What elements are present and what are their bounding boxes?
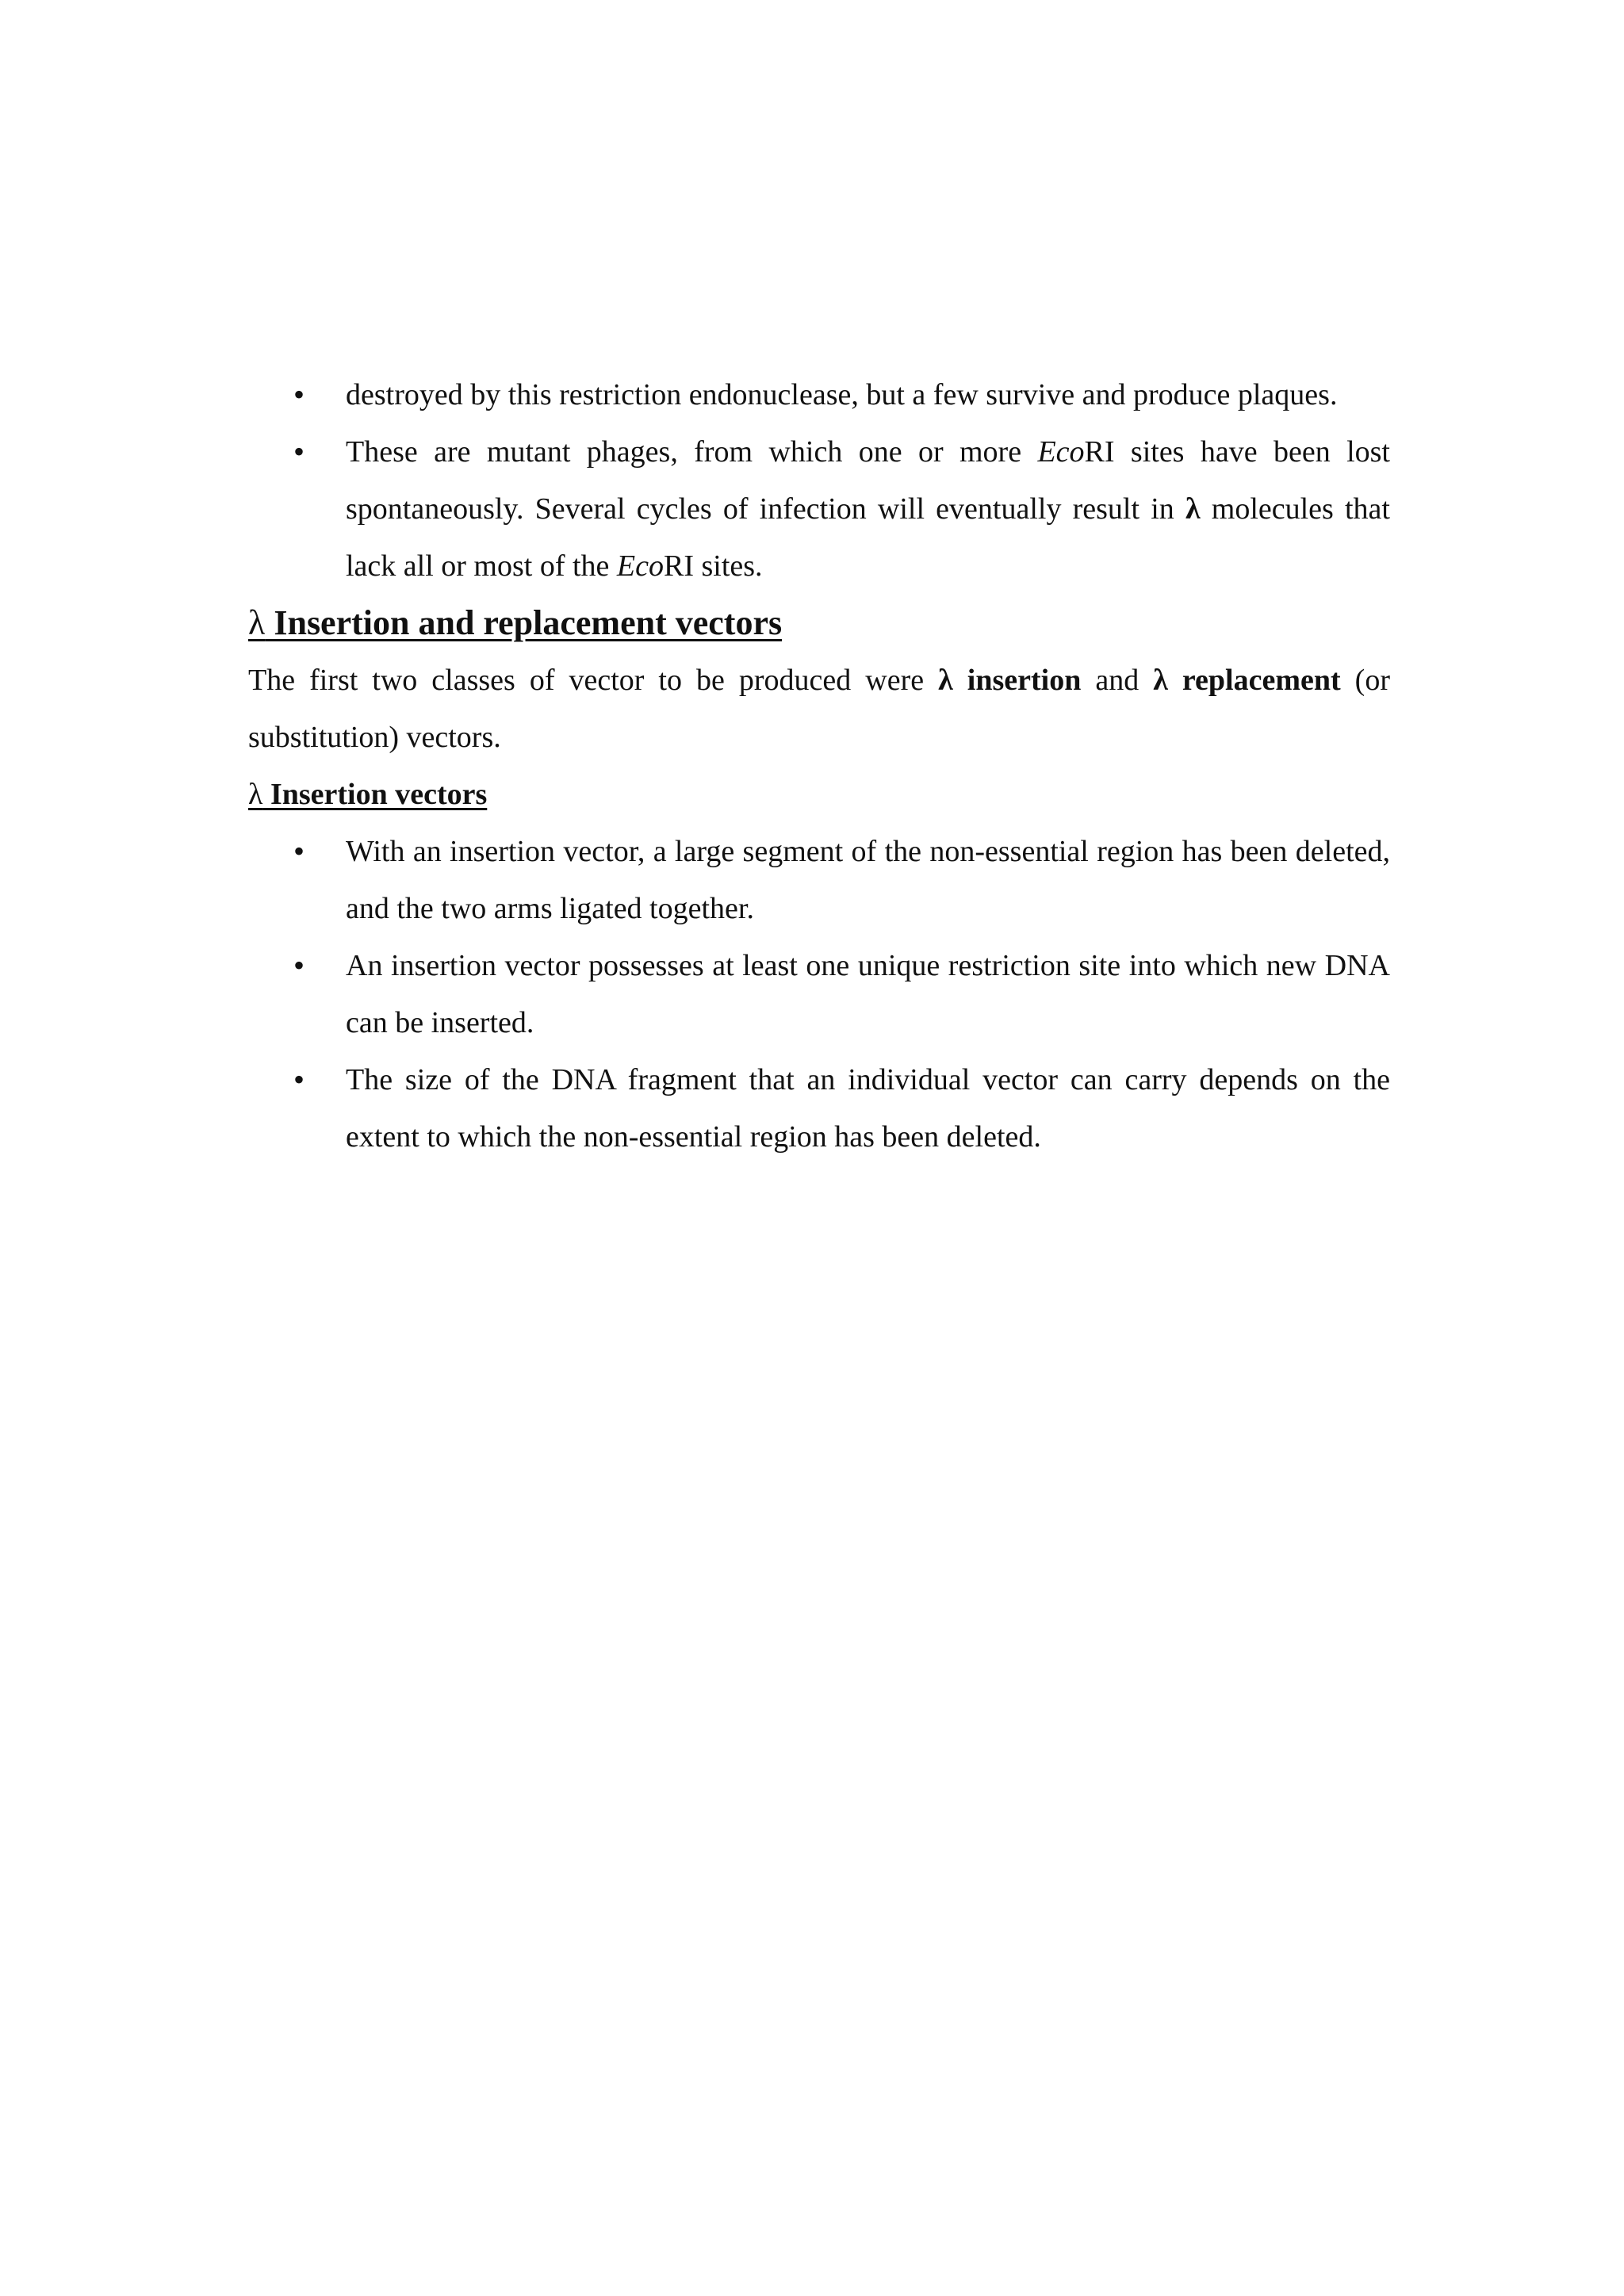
bullet-dot: • [293, 1062, 305, 1097]
list-item-text: RI sites have been lost spontaneously. Several cycles of infection will eventually result in [346, 435, 1390, 526]
bullet-list-bottom [248, 823, 1390, 1165]
bullet-list-top [248, 366, 1390, 595]
list-item-text: The size of the DNA fragment that an individual vector can carry depends on the extent to which the non-essential region has been deleted. [346, 1063, 1390, 1154]
lambda-symbol: λ [1185, 492, 1201, 526]
section-heading-text: Insertion and replacement vectors [265, 603, 783, 642]
bold-term-insertion: λ insertion [938, 664, 1082, 697]
bold-term-replacement: λ replacement [1153, 664, 1341, 697]
paragraph-text: The first two classes of vector to be produced were [248, 664, 939, 697]
section-heading [248, 595, 1390, 652]
italic-eco: Eco [616, 549, 664, 583]
paragraph-text: and [1081, 664, 1154, 697]
lambda-symbol: λ [248, 778, 263, 811]
list-item-text: These are mutant phages, from which one or more [346, 435, 1038, 469]
list-item [248, 823, 1390, 937]
list-item [248, 937, 1390, 1051]
bullet-dot: • [293, 377, 305, 412]
italic-eco: Eco [1037, 435, 1085, 469]
list-item-text: An insertion vector possesses at least one unique restriction site into which new DNA can be inserted. [346, 949, 1390, 1039]
list-item [248, 1051, 1390, 1165]
list-item-text: RI sites. [664, 549, 763, 583]
intro-paragraph [248, 652, 1390, 766]
page-content [248, 366, 1390, 1165]
paragraph-text: (or substitution) vectors. [248, 664, 1390, 754]
list-item-text: destroyed by this restriction endonuclease, but a few survive and produce plaques. [346, 378, 1338, 411]
bullet-dot: • [293, 833, 305, 869]
list-item [248, 366, 1390, 423]
bullet-dot: • [293, 947, 305, 983]
bullet-dot: • [293, 434, 305, 469]
subsection-heading-text: Insertion vectors [262, 778, 488, 811]
list-item [248, 423, 1390, 595]
list-item-text: With an insertion vector, a large segment of the non-essential region has been deleted, and the two arms ligated together. [346, 835, 1390, 925]
lambda-symbol: λ [248, 603, 266, 642]
list-item-text: molecules that lack all or most of the [346, 492, 1390, 583]
subsection-heading [248, 766, 1390, 823]
